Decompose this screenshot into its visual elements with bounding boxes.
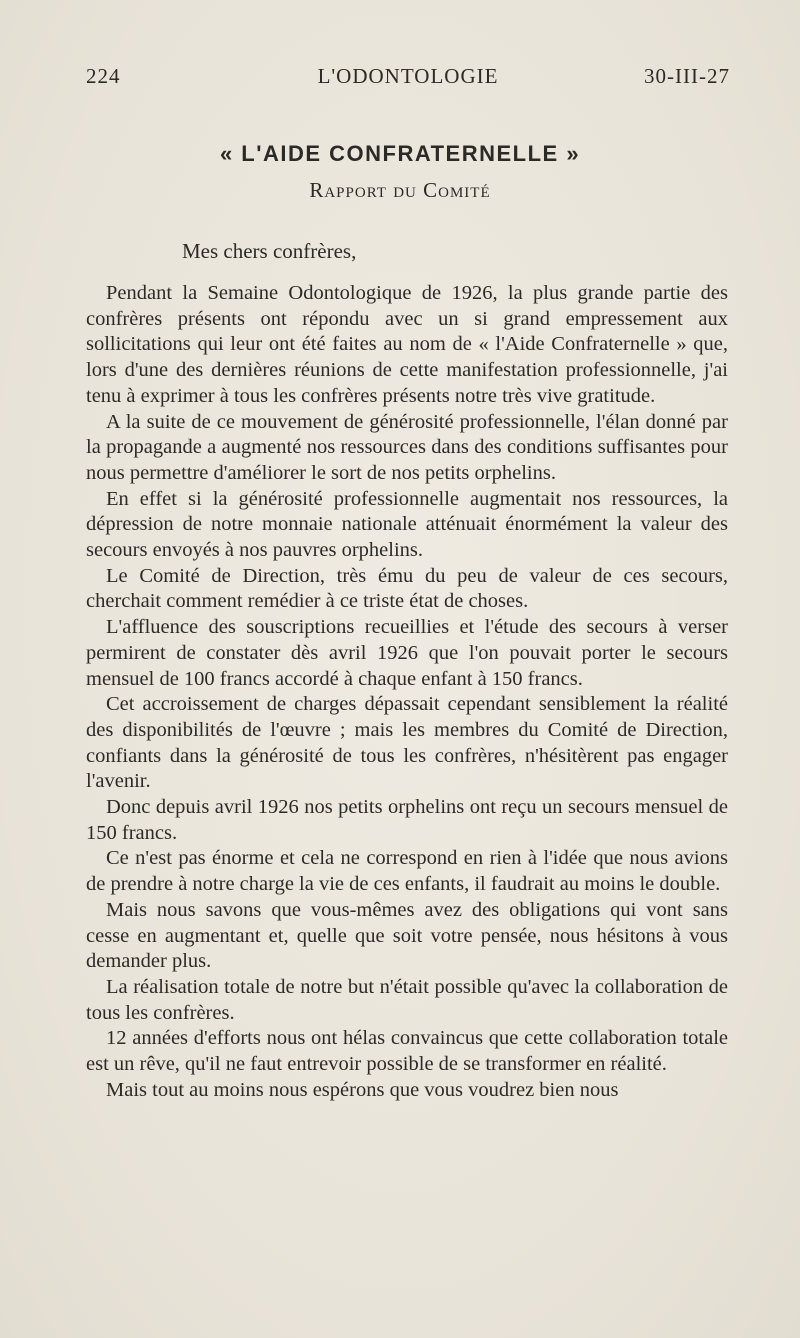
- paragraph: Mais nous savons que vous-mêmes avez des obligations qui vont sans cesse en augmentant et, quelle que soit votre pensée, nous hésitons à vous demander plus.: [86, 898, 728, 973]
- paragraph: A la suite de ce mouvement de générosité professionnelle, l'élan donné par la propagande a augmenté nos ressources dans des conditions suffisantes pour nous permettre d'améliorer le sort de nos petits orphelins.: [86, 410, 728, 484]
- paragraph: 12 années d'efforts nous ont hélas convaincus que cette collaboration totale est un rêve, qu'il ne faut entrevoir possible de se transformer en réalité.: [86, 1027, 728, 1076]
- issue-date: 30-III-27: [644, 64, 730, 88]
- paragraph: La réalisation totale de notre but n'était possible qu'avec la collaboration de tous les confrères.: [86, 975, 728, 1024]
- paragraph: Cet accroissement de charges dépassait cependant sensiblement la réalité des disponibilités de l'œuvre ; mais les membres du Comité de Direction, confiants dans la générosité de tous les confrères, n'hésitèrent pas engager l'avenir.: [86, 693, 728, 793]
- paragraph: Ce n'est pas énorme et cela ne correspond en rien à l'idée que nous avions de prendre à notre charge la vie de ces enfants, il faudrait au moins le double.: [86, 847, 728, 896]
- paragraph: Le Comité de Direction, très ému du peu de valeur de ces secours, cherchait comment remédier à ce triste état de choses.: [86, 564, 728, 613]
- paragraph: Pendant la Semaine Odontologique de 1926, la plus grande partie des confrères présents ont répondu avec un si grand empressement aux sollicitations qui leur ont été faites au nom de « l'Aide Confraternelle » que, lors d'une des dernières réunions de cette manifestation professionnelle, j'ai tenu à exprimer à tous les confrères présents notre très vive gratitude.: [86, 282, 728, 407]
- paragraph: Mais tout au moins nous espérons que vous voudrez bien nous: [106, 1078, 619, 1101]
- article-title: « L'AIDE CONFRATERNELLE »: [219, 141, 581, 166]
- article-body: [86, 281, 728, 1104]
- paragraph: L'affluence des souscriptions recueillies et l'étude des secours à verser permirent de constater dès avril 1926 que l'on pouvait porter le secours mensuel de 100 francs accordé à chaque enfant à 150 francs.: [86, 616, 728, 690]
- salutation: Mes chers confrères,: [182, 239, 357, 263]
- page-number: 224: [86, 64, 121, 88]
- journal-name: L'ODONTOLOGIE: [317, 64, 499, 88]
- paragraph: Donc depuis avril 1926 nos petits orphelins ont reçu un secours mensuel de 150 francs.: [86, 796, 728, 844]
- article-subtitle: Rapport du Comité: [309, 178, 491, 202]
- running-header: [86, 64, 730, 94]
- paragraph: En effet si la générosité professionnelle augmentait nos ressources, la dépression de notre monnaie nationale atténuait énormément la valeur des secours envoyés à nos pauvres orphelins.: [86, 487, 728, 562]
